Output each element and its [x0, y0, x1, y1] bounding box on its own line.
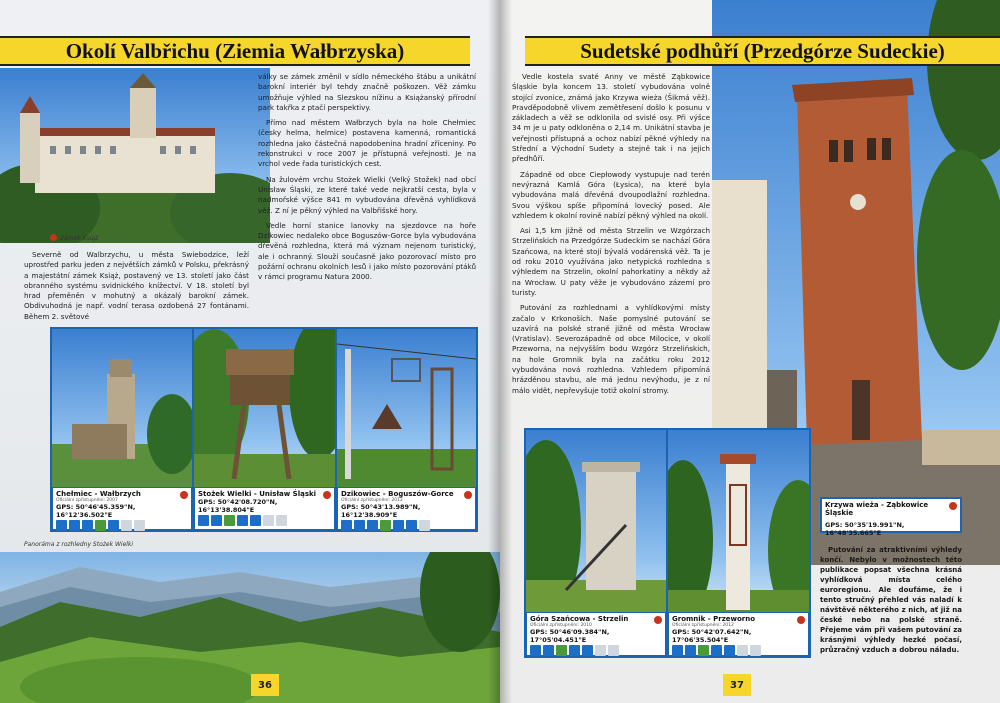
gromnik-card — [668, 612, 809, 656]
card-number-badge — [323, 491, 331, 499]
gora-szancowa-card — [526, 612, 666, 656]
card-name: Gromnik - Przeworno — [672, 615, 756, 623]
parking-icon — [198, 515, 209, 526]
chelmiec-card — [52, 487, 192, 530]
hiking-icon — [224, 515, 235, 526]
disabled-icon — [737, 645, 748, 656]
card-sub: Oficiální zpřístupnění: 2012 — [672, 623, 734, 628]
restaurant-icon — [250, 515, 261, 526]
left-page-title: Okolí Valbřichu (Ziemia Wałbrzyska) — [65, 38, 405, 63]
lookout-icon — [237, 515, 248, 526]
card-amenity-icons — [341, 520, 472, 531]
dzikowiec-photo — [337, 329, 476, 487]
fee-icon — [276, 515, 287, 526]
card-sub: Oficiální zpřístupnění: 2007 — [56, 498, 118, 503]
hero-caption: Zámek Książ — [60, 235, 99, 242]
stozek-card — [194, 487, 335, 530]
disabled-icon — [263, 515, 274, 526]
card-amenity-icons — [530, 645, 662, 656]
cablecar-icon — [354, 520, 365, 531]
dzikowiec-card — [337, 487, 476, 530]
gora-szancowa-photo — [526, 430, 666, 612]
card-amenity-icons — [56, 520, 188, 531]
left-title-bar — [0, 36, 470, 66]
card-number-badge — [464, 491, 472, 499]
lookout-icon — [711, 645, 722, 656]
fee-icon — [134, 520, 145, 531]
hiking-icon — [380, 520, 391, 531]
card-name: Dzikowiec - Boguszów-Gorce — [341, 490, 454, 498]
hiking-icon — [82, 520, 93, 531]
fee-icon — [750, 645, 761, 656]
left-col2-para-4: Vedle horní stanice lanovky na sjezdovce na hoře Dzikowiec nedaleko obce Boguszów-Gorce byla vybudována dřevěná rozhledna, která má význam nejenom turistický, ale i ochranný. Slouží současně jako pozorovací místo pro požární ochranu okolních lesů i jako místo pozorování ptáků v rámci programu Natura 2000. — [258, 220, 476, 282]
hiking-icon — [556, 645, 567, 656]
card-name: Chełmiec - Wałbrzych — [56, 490, 141, 498]
chelmiec-photo — [52, 329, 192, 487]
card-name: Stożek Wielki - Unisław Śląski — [198, 490, 317, 498]
gromnik-photo — [668, 430, 809, 612]
right-title-bar — [525, 36, 1000, 66]
info-icon — [367, 520, 378, 531]
card-number-badge — [654, 616, 662, 624]
card-gps: GPS: 50°46'45.359"N, 16°12'36.502"E — [56, 503, 136, 519]
panorama-caption: Panoráma z rozhledny Stożek Wielki — [24, 541, 134, 548]
nature-icon — [95, 520, 106, 531]
panorama-photo — [0, 552, 500, 703]
closing-para: Putování za atraktivními výhledy končí. Nebylo v možnostech této publikace popsat všechna krásná vyhlídková místa celého euroregionu. Ale doufáme, že i tento stručný přehled vás naladí k návštěvě některého z nich, ať již na české nebo na polské straně. Přejeme vám při vašem putování za krásnými výhledy hezké počasí, průzračný vzduch a dobrou náladu. — [820, 546, 962, 654]
left-page-number: 36 — [251, 674, 279, 696]
restaurant-icon — [724, 645, 735, 656]
right-page — [500, 0, 1000, 703]
left-col2-para-1: války se zámek změnil v sídlo německého štábu a unikátní barokní interiér byl tehdy značně poškozen. Věž zámku umožňuje výhled na Slezskou nížinu a Książanský přírodní park takřka z ptačí perspektivy. — [258, 72, 476, 112]
lookout-icon — [393, 520, 404, 531]
card-number-badge — [949, 502, 957, 510]
parking-icon — [341, 520, 352, 531]
disabled-icon — [121, 520, 132, 531]
card-sub: Oficiální zpřístupnění: 2012 — [341, 498, 403, 503]
info-icon — [543, 645, 554, 656]
card-sub: Oficiální zpřístupnění: 2010 — [530, 623, 592, 628]
fee-icon — [608, 645, 619, 656]
left-col2-para-3: Na žulovém vrchu Stożek Wielki (Velký Stožek) nad obcí Unisław Śląski, ze které také vede nejkratší cesta, byla v nadmořské výšce 841 m vybudována dřevěná vyhlídková věž. Z ní je pěkný výhled na Valbřišské hory. — [258, 174, 476, 215]
disabled-icon — [595, 645, 606, 656]
info-icon — [69, 520, 80, 531]
castle-photo — [0, 68, 270, 243]
right-col-text — [512, 72, 710, 401]
closing-text — [820, 545, 962, 660]
info-icon — [685, 645, 696, 656]
info-icon — [211, 515, 222, 526]
parking-icon — [56, 520, 67, 531]
right-para-2: Západně od obce Ciepłowody vystupuje nad terén nevýrazná Kamlá Góra (Łysica), na které byla vybudována malá dřevěná dvoupodlažní rozhledna. Svou výškou spíše připomíná lovecký posed. Ale vzhledem k okolní rovině nabízí pěkný výhled na okolí. — [512, 169, 710, 220]
right-para-3: Asi 1,5 km jižně od města Strzelin ve Wzgórzach Strzelińskich na Przedgórze Sudeckim se nachází Góra Szańcowa, na které stojí bývalá vodárenská věž. Ta je od roku 2010 využívána jako netypická rozhledna s výhledem na Strzelin, okolní pahorkatiny a někdy až na Wrocław. U paty věže je vybudováno zázemí pro turisty. — [512, 226, 710, 297]
hiking-icon — [698, 645, 709, 656]
left-col1-text — [24, 250, 249, 327]
card-name: Krzywa wieża - Ząbkowice Śląskie — [825, 501, 929, 517]
card-name: Góra Szańcowa - Strzelin — [530, 615, 629, 623]
card-number-badge — [180, 491, 188, 499]
hero-badge — [50, 234, 57, 241]
card-gps: GPS: 50°35'19.991"N, 16°48'35.665"E — [825, 521, 905, 537]
restaurant-icon — [406, 520, 417, 531]
right-page-number: 37 — [723, 674, 751, 696]
lookout-icon — [569, 645, 580, 656]
card-gps: GPS: 50°42'07.642"N, 17°06'35.504"E — [672, 628, 752, 644]
left-col1-para: Severně od Walbrzychu, u města Swiebodzice, leží uprostřed parku jeden z největších zámků v Polsku, překrásný a majestátní zámek Książ, postavený ve 13. století jako část obranného systému svidnického knížectví. V 18. století byl hrad přeměněn v mohutný a okázalý barokní zámek. Obdivuhodná je např. vodní terasa ozdobená 27 fontánami. Během 2. světové — [24, 250, 249, 321]
right-page-title: Sudetské podhůří (Przedgórze Sudeckie) — [580, 38, 945, 63]
card-gps: GPS: 50°42'08.720"N, 16°13'38.804"E — [198, 498, 278, 514]
left-col2-text — [258, 72, 476, 288]
card-gps: GPS: 50°43'13.989"N, 16°12'38.909"E — [341, 503, 421, 519]
card-amenity-icons — [672, 645, 805, 656]
stozek-photo — [194, 329, 335, 487]
card-number-badge — [797, 616, 805, 624]
restaurant-icon — [582, 645, 593, 656]
parking-icon — [672, 645, 683, 656]
card-gps: GPS: 50°46'09.384"N, 17°05'04.451"E — [530, 628, 610, 644]
right-para-4: Putování za rozhlednami a vyhlídkovými místy začalo v Krkonoších. Naše pomyslné putování se uzavírá na polské straně jižně od města Wrocław (Vratislav). Severozápadně od obce Milocice, v okolí Przeworna, na nejvyšším bodu Wzgórz Strzelińskich, na hole Gromnik byla na začátku roku 2012 vybudována nová rozhledna. Vzhledem připomíná hrázděnou stavbu, ale má jednu nevýhodu, je z ní málo vidět, nepřevyšuje totiž okolní stromy. — [512, 303, 710, 395]
fee-icon — [419, 520, 430, 531]
krzywa-wieza-card — [820, 497, 962, 537]
parking-icon — [530, 645, 541, 656]
right-para-1: Vedle kostela svaté Anny ve městě Ząbkowice Śląskie byla koncem 13. století vybudována volně stojící zvonice, známá jako Krzywa wieża (Šikmá věž). Pravděpodobně vlivem zemětřesení došlo k posunu v základech a věž se odklonila od svislé osy. Při výšce 34 m je u paty odkloněna o 2,14 m. Unikátní stavba je veřejnosti přístupná a ochoz nabízí pěkné výhledy na Střední a Východní Sudety a stejně tak i na jejich předhůří. — [512, 72, 710, 164]
lookout-icon — [108, 520, 119, 531]
card-amenity-icons — [198, 515, 331, 526]
left-col2-para-2: Přímo nad městem Wałbrzych byla na hole Chełmiec (česky helma, helmice) postavena kamenná, romantická rozhledna jako částečná napodobenina hradní zříceniny. Po rekonstrukci v roce 2007 je přístupná veřejnosti. Je na vrchol vede řada turistických cest. — [258, 118, 476, 169]
